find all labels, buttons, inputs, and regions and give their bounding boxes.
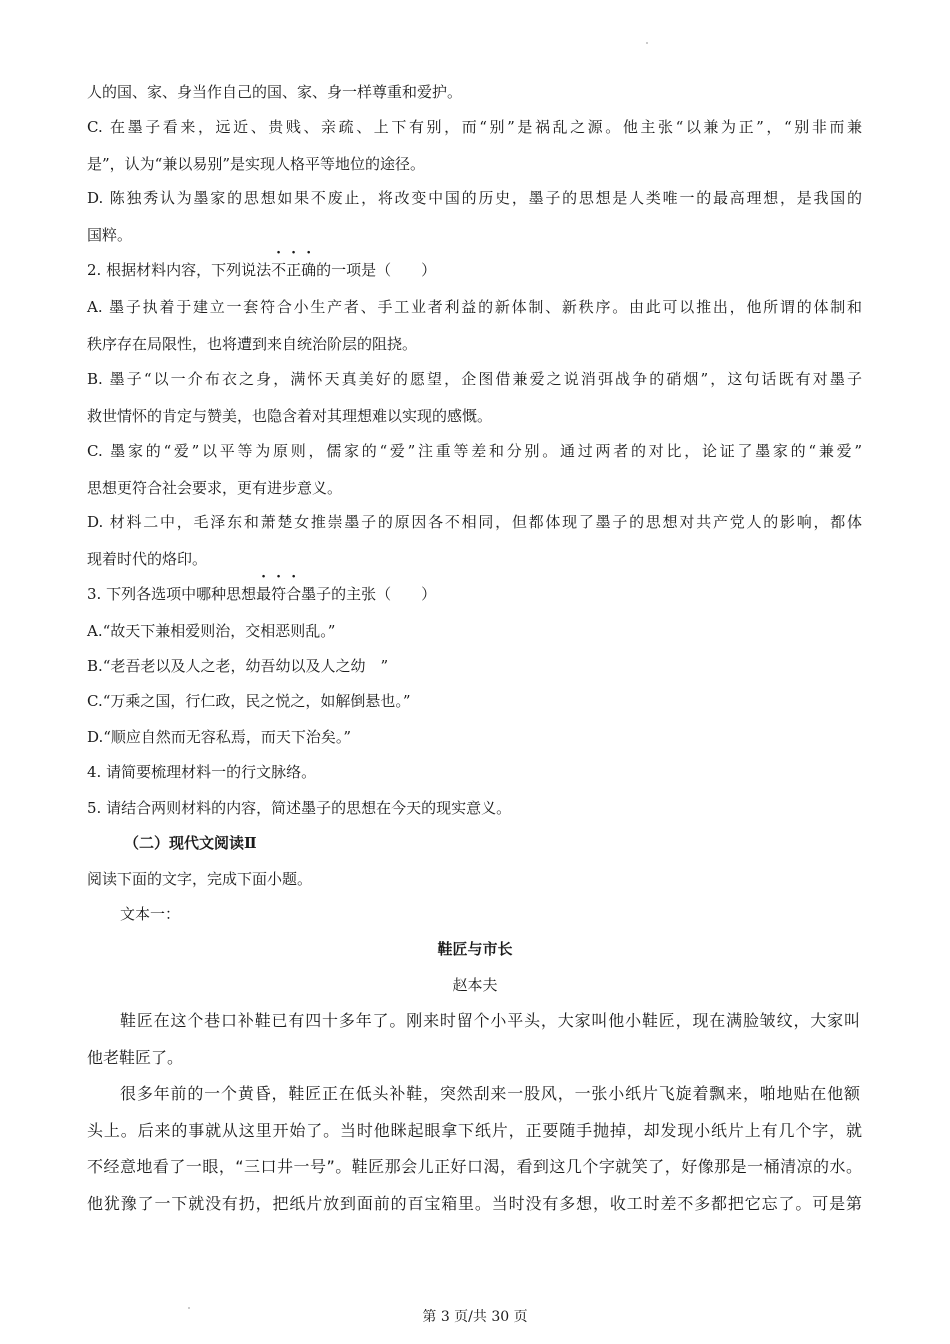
paragraph-line: 他老鞋匠了。 xyxy=(87,1048,184,1067)
option-line: D. 材料二中，毛泽东和萧楚女推崇墨子的原因各不相同，但都体现了墨子的思想对共产党人的影响，都体 xyxy=(87,513,862,531)
text-one-label: 文本一： xyxy=(120,905,181,923)
emphasis-dots: 最符合 xyxy=(256,585,302,603)
option-line: B.“老吾老以及人之老，幼吾幼以及人之幼 ” xyxy=(87,657,389,675)
option-line: C. 墨家的“爱”以平等为原则，儒家的“爱”注重等差和分别。通过两者的对比，论证了墨家的“兼爱” xyxy=(87,442,862,460)
option-line: C.“万乘之国，行仁政，民之悦之，如解倒悬也。” xyxy=(87,692,411,710)
option-line: 现着时代的烙印。 xyxy=(87,550,208,568)
story-author: 赵本夫 xyxy=(452,976,498,994)
option-line: A.“故天下兼相爱则治，交相恶则乱。” xyxy=(87,622,336,640)
instruction: 阅读下面的文字，完成下面小题。 xyxy=(87,870,313,888)
question-4: 4. 请简要梳理材料一的行文脉络。 xyxy=(87,763,317,781)
speck xyxy=(188,1307,190,1309)
paragraph-line: 很多年前的一个黄昏，鞋匠正在低头补鞋，突然刮来一股风，一张小纸片飞旋着飘来，啪地贴在他额 xyxy=(120,1084,860,1103)
question-5: 5. 请结合两则材料的内容，简述墨子的思想在今天的现实意义。 xyxy=(87,799,512,817)
option-line: 思想更符合社会要求，更有进步意义。 xyxy=(87,479,343,497)
paragraph-line: 鞋匠在这个巷口补鞋已有四十多年了。刚来时留个小平头，大家叫他小鞋匠，现在满脸皱纹，大家叫 xyxy=(120,1011,860,1030)
paragraph-line: 他犹豫了一下就没有扔，把纸片放到面前的百宝箱里。当时没有多想，收工时差不多都把它忘了。可是第 xyxy=(87,1194,862,1213)
text-line: C. 在墨子看来，远近、贵贱、亲疏、上下有别，而“别”是祸乱之源。他主张“以兼为正”，“别非而兼 xyxy=(87,118,862,136)
option-line: B. 墨子“以一介布衣之身，满怀天真美好的愿望，企图借兼爱之说消弭战争的硝烟”，这句话既有对墨子 xyxy=(87,370,862,388)
speck xyxy=(646,42,648,44)
question-2-stem: 2. 根据材料内容，下列说法不正确的一项是（ ） xyxy=(87,261,437,279)
section-heading: （二）现代文阅读Ⅱ xyxy=(124,834,257,852)
option-line: D.“顺应自然而无容私焉，而天下治矣。” xyxy=(87,728,352,746)
story-title: 鞋匠与市长 xyxy=(437,940,513,958)
text-line: 是”，认为“兼以易别”是实现人格平等地位的途径。 xyxy=(87,155,426,173)
page-number: 第 3 页/共 30 页 xyxy=(422,1309,528,1325)
option-line: 秩序存在局限性，也将遭到来自统治阶层的阻挠。 xyxy=(87,335,418,353)
emphasis-dots: 不正确 xyxy=(271,261,317,279)
paragraph-line: 不经意地看了一眼，“三口井一号”。鞋匠那会儿正好口渴，看到这几个字就笑了，好像那是一桶清凉的水。 xyxy=(87,1157,862,1176)
paragraph-line: 头上。后来的事就从这里开始了。当时他眯起眼拿下纸片，正要随手抛掉，却发现小纸片上有几个字，就 xyxy=(87,1121,862,1140)
option-line: 救世情怀的肯定与赞美，也隐含着对其理想难以实现的感慨。 xyxy=(87,407,493,425)
option-line: A. 墨子执着于建立一套符合小生产者、手工业者利益的新体制、新秩序。由此可以推出，他所谓的体制和 xyxy=(87,298,862,316)
question-3-stem: 3. 下列各选项中哪种思想最符合墨子的主张（ ） xyxy=(87,585,437,603)
text-line: 人的国、家、身当作自己的国、家、身一样尊重和爱护。 xyxy=(87,83,463,101)
text-line: 国粹。 xyxy=(87,226,133,244)
text-line: D. 陈独秀认为墨家的思想如果不废止，将改变中国的历史，墨子的思想是人类唯一的最高理想，是我国的 xyxy=(87,189,862,207)
